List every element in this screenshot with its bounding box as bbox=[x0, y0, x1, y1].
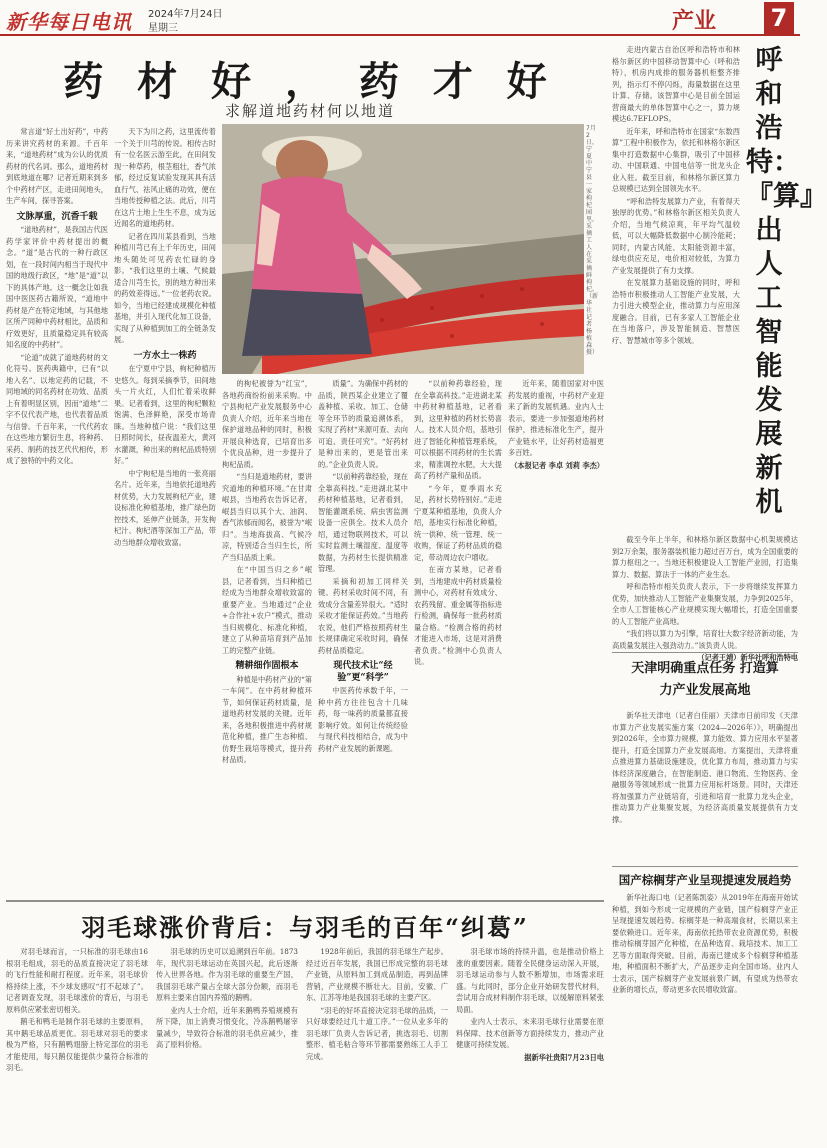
paragraph: 的枸杞被誉为“红宝”，各地药商纷纷前来采购。中宁县枸杞产业发展服务中心负责人介绍，近年来当地在保护道地品种的同时，积极开展良种选育，已培育出多个优良品种，进一步提升了枸杞品质。 bbox=[222, 379, 312, 469]
divider-line bbox=[612, 652, 798, 653]
paragraph: 质量”。为确保中药材的品质，陕西某企业建立了覆盖种植、采收、加工、仓储等全环节的质量追溯体系，实现了药材“来源可查、去向可追、责任可究”。“好药材是种出来的，更是管出来的。”企业负责人说。 bbox=[318, 379, 408, 469]
badminton-headline: 羽毛球涨价背后：与羽毛的百年“纠葛” bbox=[81, 913, 529, 942]
paragraph: 种植是中药材产业的“第一车间”。在中药材种植环节，如何保证药材质量，是道地药材发展的关键。近年来，各地积极推进中药材规范化种植，推广生态种植、仿野生栽培等模式，提升药材品质。 bbox=[222, 674, 312, 764]
hainan-story-title: 国产棕榈芽产业呈现提速发展趋势 bbox=[618, 873, 792, 887]
paragraph: “羽毛的好坏直接决定羽毛球的品质，一只好球要经过几十道工序。”一位从业多年的羽毛球厂负责人告诉记者，挑选羽毛、切割整形、植毛粘合等环节都需要熟练工人手工完成。 bbox=[306, 1005, 448, 1061]
paragraph: “道地药材”，是我国古代医药学家评价中药材提出的概念。“道”是古代的一种行政区划，在一段时间内相当于现代中国的地级行政区，“地”是“道”以下的具体产地。这一概念让如我国中医医药古籍所说，“道地中药材是产在特定地域，与其他地区所产同种中药材相比，品质和疗效更好，且质量稳定具有较高知名度的中药材”。 bbox=[6, 225, 108, 349]
paragraph: 在“中国当归之乡”岷县，记者看到，当归种植已经成为当地群众增收致富的重要产业。当地通过“企业+合作社+农户”模式，推动当归规模化、标准化种植，建立了从种苗培育到产品加工的完整产业链。 bbox=[222, 565, 312, 655]
masthead bbox=[0, 0, 800, 36]
hainan-story-body bbox=[612, 892, 798, 1144]
section-name: 产业 bbox=[672, 8, 717, 34]
paragraph: 中医药传承数千年，一种中药方往往包含十几味药，每一味药的质量都直接影响疗效。如何让传统经验与现代科技相结合，成为中药材产业发展的新课题。 bbox=[318, 686, 408, 753]
paragraph: “以前种药靠经验，现在全靠高科技。”走进湖北某中药材种植基地，记者看到，智能灌溉系统、病虫害监测设备一应俱全。技术人员介绍，通过物联网技术，可以实时监测土壤湿度、温度等数据，为药材生长提供精准管理。 bbox=[318, 472, 408, 573]
section-subtitle-2: 一方水土一株药 bbox=[133, 350, 197, 361]
byline: （记者王靖）新华社呼和浩特电 bbox=[697, 653, 798, 662]
tianjin-story-title: 天津明确重点任务 打造算力产业发展高地 bbox=[631, 661, 779, 698]
photo-illustration bbox=[222, 124, 584, 374]
paragraph: “以前种药靠经验，现在全靠高科技。”走进湖北某中药材种植基地，记者看到，这里种植的药材长势喜人。技术人员介绍，基地引进了智能化种植管理系统，可以根据不同药材的生长需求，精准调控水肥，大大提高了药材产量和品质。 bbox=[414, 379, 502, 480]
paragraph: 新华社天津电（记者白佳丽）天津市日前印发《天津市算力产业发展实施方案（2024—2026年）》，明确提出到2026年，全市算力规模、算力能效、算力应用水平显著提升，打造全国算力产业发展高地。方案提出，天津将重点推进算力基础设施建设，优化算力布局，推动算力与实体经济深度融合，在智能制造、港口物流、生物医药、金融服务等领域形成一批算力应用标杆场景。同时，天津还将加强算力产业链培育，引进和培育一批算力龙头企业，推动算力产业集聚发展，为经济高质量发展提供有力支撑。 bbox=[612, 711, 798, 824]
paragraph: 鹅毛和鸭毛是制作羽毛球的主要原料，其中鹅毛球品质更优。羽毛球对羽毛的要求极为严格，只有鹅鸭翅膀上特定部位的羽毛才能使用，每只鹅仅能提供少量符合标准的羽毛。 bbox=[6, 1017, 148, 1072]
issue-weekday: 星期三 bbox=[148, 23, 178, 34]
paragraph: 羽毛球的历史可以追溯到百年前。1873年，现代羽毛球运动在英国兴起，此后逐渐传入世界各地。作为羽毛球的重要生产国，我国羽毛球产量占全球大部分份额，而羽毛原料主要来自国内养殖的鹅鸭。 bbox=[156, 947, 298, 1002]
main-story-column-4 bbox=[318, 378, 408, 896]
badminton-column-2 bbox=[156, 946, 298, 1144]
paragraph: 1928年前后，我国的羽毛球生产起步。经过近百年发展，我国已形成完整的羽毛球产业链，从原料加工到成品制造，再到品牌营销，产业规模不断壮大。目前，安徽、广东、江苏等地是我国羽毛球的主要产区。 bbox=[306, 947, 448, 1002]
paragraph: 对羽毛球而言，一只标准的羽毛球由16根羽毛组成，羽毛的品质直接决定了羽毛球的飞行性能和耐打程度。近年来，羽毛球价格持续上涨，不少球友感叹“打不起球了”。记者调查发现，羽毛球涨价的背后，与羽毛原料供应紧张密切相关。 bbox=[6, 947, 148, 1014]
divider-line bbox=[612, 866, 798, 867]
byline: 据新华社贵阳7月23日电 bbox=[524, 1052, 604, 1062]
main-story-column-2 bbox=[114, 126, 216, 896]
paragraph: 截至今年上半年，和林格尔新区数据中心机架规模达到2万余架，服务器装机能力超过百万台，成为全国重要的算力枢纽之一。当地还积极建设人工智能产业园，打造集算力、数据、算法于一体的产业生态。 bbox=[612, 535, 798, 579]
newspaper-logo: 新华每日电讯 bbox=[6, 10, 132, 34]
paragraph: 业内人士表示，未来羽毛球行业需要在原料保障、技术创新等方面持续发力，推动产业健康可持续发展。 bbox=[456, 1017, 604, 1049]
paragraph: 业内人士介绍，近年来鹅鸭养殖规模有所下降，加上消费习惯变化，冷冻鹅鸭屠宰量减少，导致符合标准的羽毛供应减少，推高了原料价格。 bbox=[156, 1005, 298, 1049]
badminton-column-4 bbox=[456, 946, 604, 1144]
main-subhead: 求解道地药材何以地道 bbox=[224, 102, 395, 120]
badminton-column-3 bbox=[306, 946, 448, 1144]
paragraph: “论道”成就了道地药材的文化符号。医药典籍中，已有“以地入名”、以地定药的记载，不同地域的同名药材在功效、品质上有着明显区别，因而“道地”二字不仅代表产地，也代表着品质与信誉。千百年来，一代代药农在这些地方繁衍生息，将种药、采药、制药的技艺代代相传，形成了独特的中药文化。 bbox=[6, 352, 108, 465]
paragraph: 采摘和初加工同样关键。药材采收时间不同，有效成分含量差异很大。“适时采收才能保证药效。”当地药农说，他们严格按照药材生长规律确定采收时间，确保药材品质稳定。 bbox=[318, 576, 408, 655]
paragraph: 记者在四川某县看到，当地种植川芎已有上千年历史，田间地头随处可见药农忙碌的身影。“我们这里的土壤、气候最适合川芎生长，别的地方种出来的药效差得远。”一位老药农说。如今，当地已经建成规模化种植基地，并引入现代化加工设备，实现了从种植到加工的全链条发展。 bbox=[114, 231, 216, 344]
section-subtitle-3: 精耕细作固根本 bbox=[235, 661, 299, 671]
paragraph: 呼和浩特市相关负责人表示，下一步将继续发挥算力优势，加快推动人工智能产业集聚发展，力争到2025年，全市人工智能核心产业规模实现大幅增长，打造全国重要的人工智能产业高地。 bbox=[612, 582, 798, 626]
paragraph: 在发展算力基础设施的同时，呼和浩特市积极推动人工智能产业发展，大力引进大模型企业，推动算力与应用深度融合。目前，已有多家人工智能企业在当地落户，涉及智能制造、智慧医疗、智慧城市等多个领域。 bbox=[612, 278, 740, 345]
main-headline: 药 材 好 ， 药 才 好 bbox=[63, 58, 557, 105]
paragraph: 天下为川之药，这里流传着一个关于川芎的传说。相传古时有一位名医云游至此，在田间发现一种草药，根茎粗壮，香气浓郁，经过反复试验发现其具有活血行气、祛风止痛的功效，便在当地传授种植之法。此后，川芎在这片土地上生生不息，成为远近闻名的道地药材。 bbox=[114, 127, 216, 228]
divider-line bbox=[6, 900, 604, 902]
issue-date: 2024年7月24日 bbox=[148, 9, 223, 20]
badminton-column-1 bbox=[6, 946, 148, 1144]
paragraph: 走进内蒙古自治区呼和浩特市和林格尔新区的中国移动智算中心（呼和浩特），机房内成排的服务器机柜整齐排列，指示灯不停闪烁，海量数据在这里计算、存储。该智算中心是目前全国运营商最大的单体智算中心之一，算力规模达6.7EFLOPS。 bbox=[612, 45, 740, 123]
paragraph: “当归是道地药材，要讲究道地的种植环境。”在甘肃岷县，当地药农告诉记者，岷县当归以其个大、油润、香气浓郁而闻名，被誉为“岷归”。当地海拔高、气候冷凉，特别适合当归生长，所产当归品质上乘。 bbox=[222, 472, 312, 562]
main-story-column-1 bbox=[6, 126, 108, 896]
paragraph: “我们将以算力为引擎，培育壮大数字经济新动能，为高质量发展注入强劲动力。”该负责人说。 bbox=[612, 629, 798, 650]
intro-paragraph: 常言道“好土出好药”，中药历来讲究药材的来源。千百年来，“道地药材”成为公认的优质药材的代名词。那么，道地药材到底地道在哪？记者近期来到多个中药材产区，走进田间地头，生产车间，探寻答案。 bbox=[6, 127, 108, 205]
paragraph: 在南方某地，记者看到，当地建成中药材质量检测中心，对药材有效成分、农药残留、重金属等指标进行检测，确保每一批药材质量合格。“检测合格的药材才能进入市场，这是对消费者负责。”检测中心负责人说。 bbox=[414, 565, 502, 666]
paragraph: “今年，夏季雨水充足，药材长势特别好。”走进宁夏某种植基地，负责人介绍，基地实行标准化种植，统一供种、统一管理、统一收购，保证了药材品质的稳定，带动周边农户增收。 bbox=[414, 483, 502, 562]
paragraph: 在宁夏中宁县，枸杞种植历史悠久。每到采摘季节，田间地头一片火红，人们忙着采收鲜果。记者看到，这里的枸杞颗粒饱满、色泽鲜艳，深受市场青睐。当地种植户说：“我们这里日照时间长，昼夜温差大，黄河水灌溉，种出来的枸杞品质特别好。” bbox=[114, 364, 216, 465]
paragraph: 中宁枸杞是当地的一张亮丽名片。近年来，当地依托道地药材优势，大力发展枸杞产业，建设标准化种植基地，推广绿色防控技术，延伸产业链条，开发枸杞汁、枸杞酒等深加工产品，带动当地群众增收致富。 bbox=[114, 468, 216, 547]
photo-caption: 7月2日，宁夏中宁县一家枸杞园里，采摘工人在采摘鲜枸杞。（新华社记者 杨植森 摄） bbox=[586, 125, 599, 356]
section-subtitle-4: 现代技术让“经验”更“科学” bbox=[333, 661, 393, 683]
paragraph: 羽毛球市场的持续升温，也是推动价格上涨的重要因素。随着全民健身运动深入开展，羽毛球运动参与人数不断增加，市场需求旺盛。与此同时，部分企业开始研发替代材料，尝试用合成材料制作羽毛球，以缓解原料紧张局面。 bbox=[456, 947, 604, 1014]
section-subtitle-1: 文脉厚重，沉香千载 bbox=[16, 211, 98, 222]
news-photo-goji-harvest bbox=[222, 124, 584, 374]
paragraph: 近年来，呼和浩特市在国家“东数西算”工程中积极作为，依托和林格尔新区集中打造数据中心集群，吸引了中国移动、中国联通、中国电信等一批龙头企业入驻。截至目前，和林格尔新区算力总规模已达到全国领先水平。 bbox=[612, 126, 740, 193]
paragraph: “呼和浩特发展算力产业，有着得天独厚的优势。”和林格尔新区相关负责人介绍，当地气候凉爽，年平均气温较低，可以大幅降低数据中心制冷能耗；同时，内蒙古风能、太阳能资源丰富，绿电供应充足，电价相对较低，为算力产业发展提供了有力支撑。 bbox=[612, 196, 740, 275]
page-number: 7 bbox=[764, 2, 794, 34]
hohhot-story-column-1 bbox=[612, 44, 740, 532]
tianjin-story-body bbox=[612, 710, 798, 860]
main-story-column-5 bbox=[414, 378, 502, 896]
paragraph: 新华社海口电（记者陈凯姿）从2019年在海南开始试种植，到如今形成一定规模的产业链，国产棕榈芽产业正呈现提速发展趋势。棕榈芽是一种高端食材，长期以来主要依赖进口。近年来，海南依托热带农业资源优势，积极推动棕榈芽国产化种植，在品种选育、栽培技术、加工工艺等方面取得突破。目前，海南已建成多个棕榈芽种植基地，种植面积不断扩大，产品逐步走向全国市场。业内人士表示，国产棕榈芽产业发展前景广阔，有望成为热带农业新的增长点，带动更多农民增收致富。 bbox=[612, 893, 798, 994]
main-story-column-6 bbox=[508, 378, 604, 896]
hohhot-story-title: 呼和浩特：『算』出人工智能发展新机 bbox=[746, 45, 827, 518]
byline: （本报记者 李卓 刘莉 李杰） bbox=[510, 460, 604, 470]
paragraph: 近年来，随着国家对中医药发展的重视，中药材产业迎来了新的发展机遇。业内人士表示，要进一步加强道地药材保护，推进标准化生产，提升产业链水平，让好药材造福更多百姓。 bbox=[508, 379, 604, 457]
hohhot-story-column-2 bbox=[612, 534, 798, 662]
main-story-column-3 bbox=[222, 378, 312, 896]
